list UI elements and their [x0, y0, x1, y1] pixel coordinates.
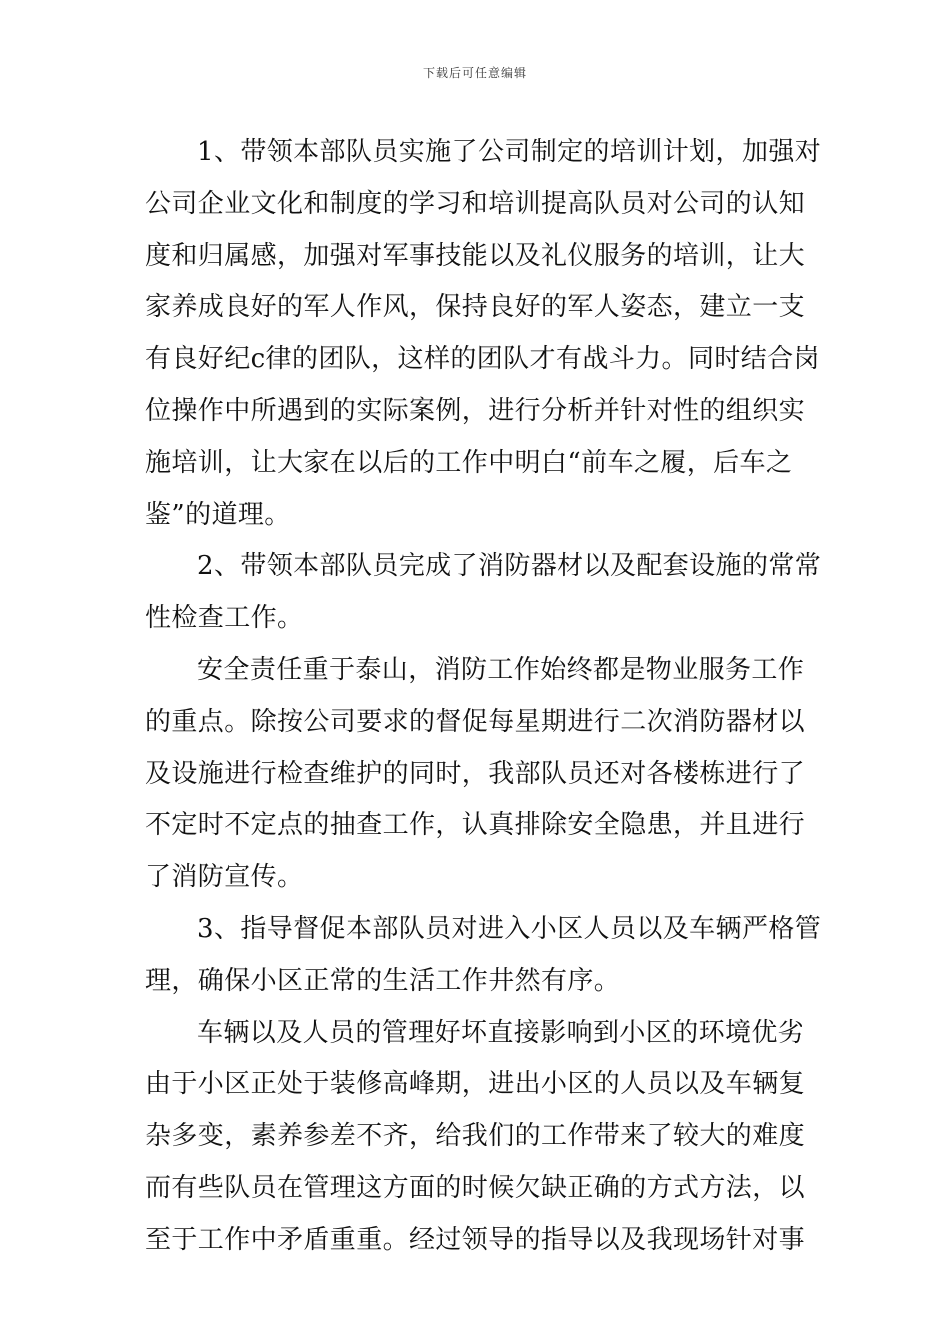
text-line: 公司企业文化和制度的学习和培训提高队员对公司的认知	[145, 188, 806, 219]
page-header: 下载后可任意编辑	[422, 66, 527, 80]
text-line: 1、带领本部队员实施了公司制定的培训计划，加强对	[197, 137, 822, 167]
text-line: 2、带领本部队员完成了消防器材以及配套设施的常常	[197, 551, 822, 582]
text-line: 位操作中所遇到的实际案例，进行分析并针对性的组织实	[145, 395, 806, 426]
text-line: 的重点。除按公司要求的督促每星期进行二次消防器材以	[145, 706, 806, 737]
text-line: 度和归属感，加强对军事技能以及礼仪服务的培训，让大	[145, 240, 806, 271]
text-line: 鉴”的道理。	[145, 499, 291, 530]
text-line: 3、指导督促本部队员对进入小区人员以及车辆严格管	[197, 913, 822, 944]
text-line: 至于工作中矛盾重重。经过领导的指导以及我现场针对事	[145, 1224, 806, 1255]
text-line: 施培训，让大家在以后的工作中明白“前车之履，后车之	[145, 447, 793, 478]
text-line: 了消防宣传。	[145, 862, 304, 893]
text-line: 及设施进行检查维护的同时，我部队员还对各楼栋进行了	[145, 758, 806, 789]
text-line: 安全责任重于泰山，消防工作始终都是物业服务工作	[197, 654, 805, 685]
text-line: 有良好纪c律的团队，这样的团队才有战斗力。同时结合岗	[145, 344, 820, 375]
text-line: 家养成良好的军人作风，保持良好的军人姿态，建立一支	[145, 292, 806, 323]
text-line: 不定时不定点的抽查工作，认真排除安全隐患，并且进行	[145, 810, 806, 841]
text-line: 车辆以及人员的管理好坏直接影响到小区的环境优劣	[197, 1017, 805, 1048]
text-line: 而有些队员在管理这方面的时候欠缺正确的方式方法，以	[145, 1172, 806, 1203]
document-body	[145, 127, 822, 1267]
text-line: 杂多变，素养参差不齐，给我们的工作带来了较大的难度	[145, 1121, 806, 1152]
text-line: 性检查工作。	[145, 603, 304, 634]
text-line: 理，确保小区正常的生活工作井然有序。	[145, 965, 621, 996]
text-line: 由于小区正处于装修高峰期，进出小区的人员以及车辆复	[145, 1069, 806, 1100]
